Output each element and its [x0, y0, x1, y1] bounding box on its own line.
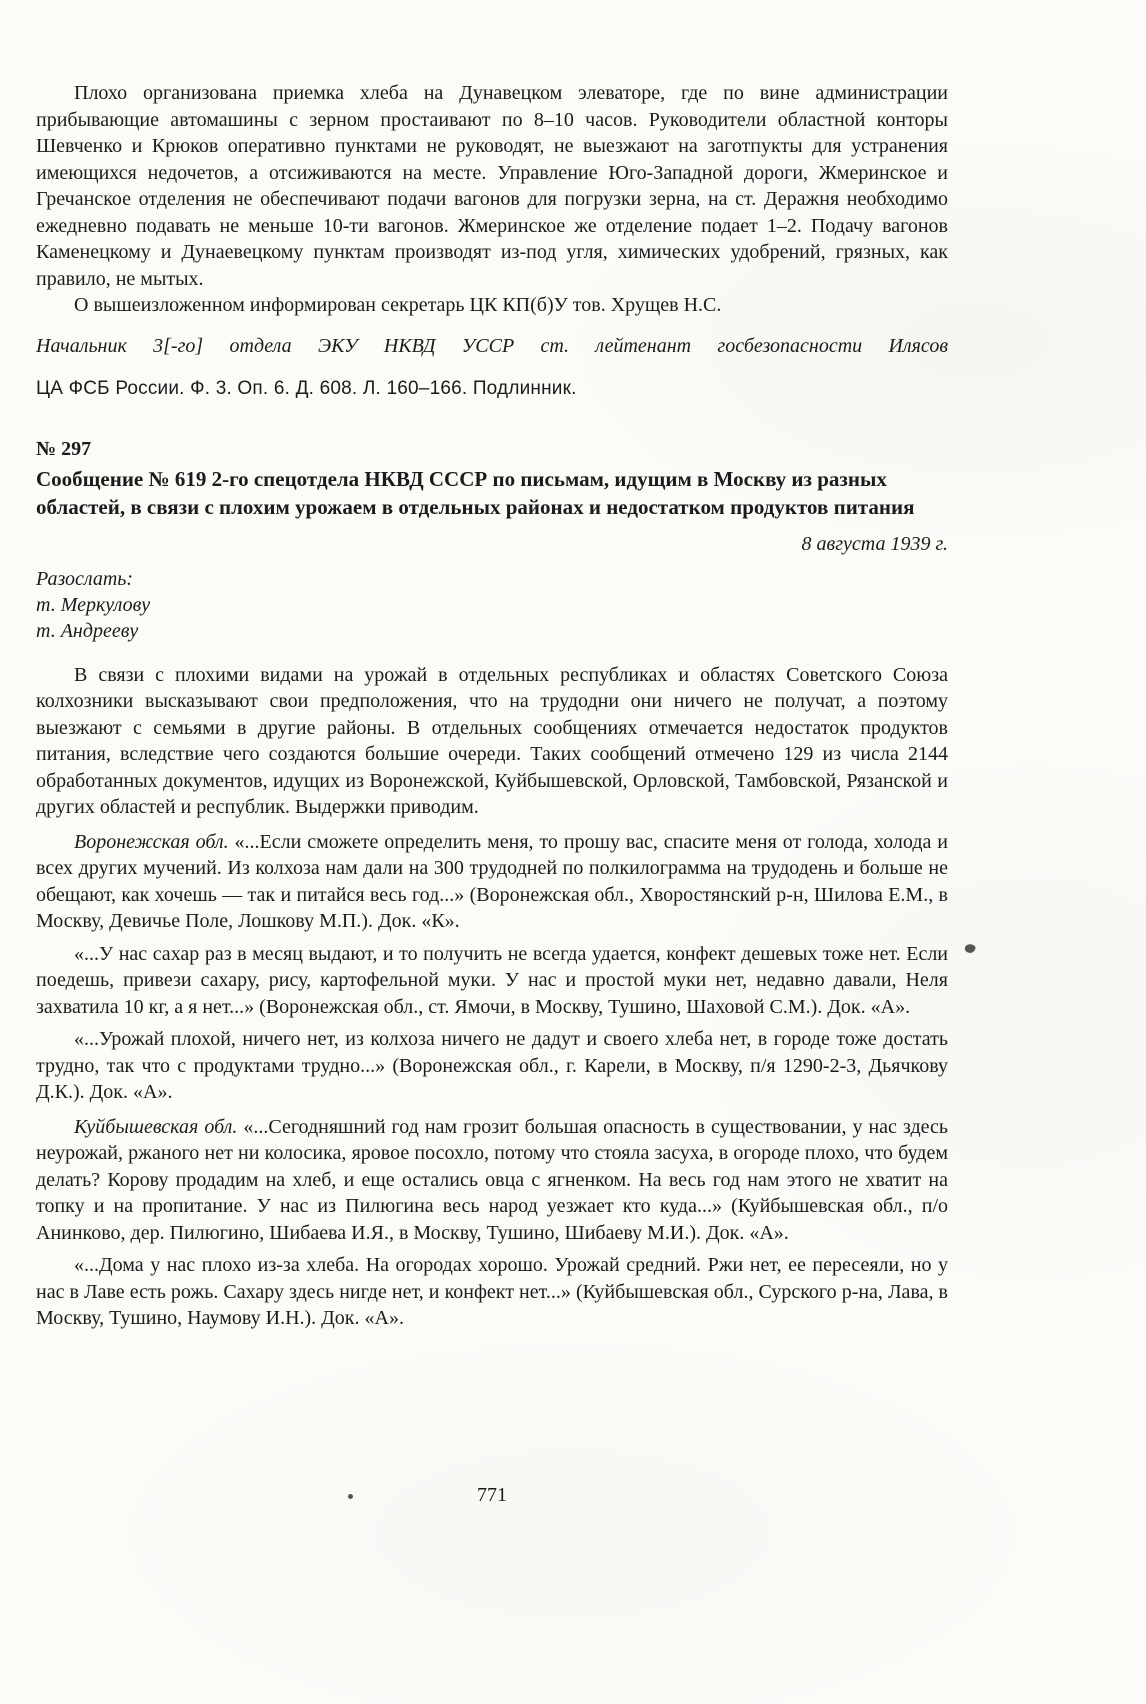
excerpt-paragraph	[36, 829, 948, 935]
document-date: 8 августа 1939 г.	[801, 532, 948, 555]
excerpt-text: «...Сегодняшний год нам грозит большая опасность в существовании, у нас здесь неурожай, ржаного нет ни колосика, яровое посохло, потому что стояла засуха, в огороде плохо, что будем делать? Корову продадим на хлеб, и еще остались овца с ягненком. На весь год нам этого не хватит на топку и на пропитание. У нас из Пилюгина весь народ уезжает кто куда...» (Куйбышевская обл., п/о Анинково, дер. Пилюгино, Шибаева И.Я., в Москву, Тушино, Шибаеву М.И.). Док. «А».	[36, 1115, 949, 1244]
signature-line: Начальник 3[-го] отдела ЭКУ НКВД УССР ст. лейтенант госбезопасности Илясов	[36, 334, 948, 357]
distribution-heading: Разослать:	[36, 567, 134, 590]
distribution-item: т. Меркулову	[36, 593, 151, 616]
excerpt-text: «...Дома у нас плохо из-за хлеба. На огородах хорошо. Урожай средний. Ржи нет, ее пересеяли, но у нас в Лаве есть рожь. Сахару здесь нигде нет, и конфект нет...» (Куйбышевская обл., Сурского р-на, Лава, в Москву, Тушино, Наумову И.Н.). Док. «А».	[36, 1254, 948, 1329]
distribution-list	[36, 566, 948, 644]
excerpt-text: «...У нас сахар раз в месяц выдают, и то получить не всегда удается, конфект дешевых тоже нет. Если поедешь, привези сахару, рису, картофельной муки. У нас и простой муки нет, недавно давали, Неля захватила 10 кг, а я нет...» (Воронежская обл., ст. Ямочи, в Москву, Тушино, Шаховой С.М.). Док. «А».	[36, 942, 948, 1018]
excerpt-text: «...Урожай плохой, ничего нет, из колхоза ничего не дадут и своего хлеба нет, в городе тоже достать трудно, так что с продуктами трудно...» (Воронежская обл., г. Карели, в Москву, п/я 1290-2-3, Дьячкову Д.К.). Док. «А».	[36, 1028, 948, 1103]
region-label: Воронежская обл.	[74, 830, 235, 853]
text-block	[36, 80, 948, 1332]
previous-document-paragraph: Плохо организована приемка хлеба на Дунавецком элеваторе, где по вине администрации прибывающие автомашины с зерном простаивают по 8–10 часов. Руководители областной конторы Шевченко и Крюков оперативно пунктами не руководят, не выезжают на заготпукты для устранения имеющихся недочетов, а отсиживаются на месте. Управление Юго-Западной дороги, Жмеринское и Гречанское отделения не обеспечивают подачи вагонов для погрузки зерна, на ст. Деражня необходимо ежедневно подавать не меньше 10-ти вагонов. Жмеринское же отделение подает 1–2. Подачу вагонов Каменецкому и Дунаевецкому пунктам производят из-под угля, химических удобрений, грязных, как правило, не мытых.	[36, 82, 948, 290]
document-title: Сообщение № 619 2-го спецотдела НКВД СССР по письмам, идущим в Москву из разных областей, в связи с плохим урожаем в отдельных районах и недостатком продуктов питания	[36, 466, 915, 519]
page-number: 771	[477, 1484, 507, 1506]
excerpt-paragraph	[36, 1026, 948, 1106]
excerpt-paragraph	[36, 1252, 948, 1332]
excerpt-text: «...Если сможете определить меня, то прошу вас, спасите меня от голода, холода и всех других мучений. Из колхоза нам дали на 300 трудодней по полкилограмма на трудодень и больше не обещают, как хочешь — так и питайся весь год...» (Воронежская обл., Хворостянский р-н, Шилова Е.М., в Москву, Девичье Поле, Лошкову М.П.). Док. «К».	[36, 830, 948, 932]
region-label: Куйбышевская обл.	[74, 1115, 244, 1138]
archive-reference: ЦА ФСБ России. Ф. 3. Оп. 6. Д. 608. Л. 160–166. Подлинник.	[36, 377, 577, 399]
excerpt-paragraph	[36, 941, 948, 1021]
intro-paragraph: В связи с плохими видами на урожай в отдельных республиках и областях Советского Союза колхозники высказывают свои предположения, что на трудодни они ничего не получат, а поэтому выезжают с семьями в другие районы. В отдельных сообщениях отмечается недостаток продуктов питания, вследствие чего создаются большие очереди. Таких сообщений отмечено 129 из числа 2144 обработанных документов, идущих из Воронежской, Куйбышевской, Орловской, Тамбовской, Рязанской и других областей и республик. Выдержки приводим.	[36, 663, 948, 818]
excerpt-paragraph	[36, 1114, 948, 1247]
ink-speck-icon	[964, 942, 977, 954]
document-number: № 297	[36, 437, 92, 460]
distribution-item: т. Андрееву	[36, 619, 139, 642]
previous-document-info-line: О вышеизложенном информирован секретарь ЦК КП(б)У тов. Хрущев Н.С.	[74, 294, 722, 316]
